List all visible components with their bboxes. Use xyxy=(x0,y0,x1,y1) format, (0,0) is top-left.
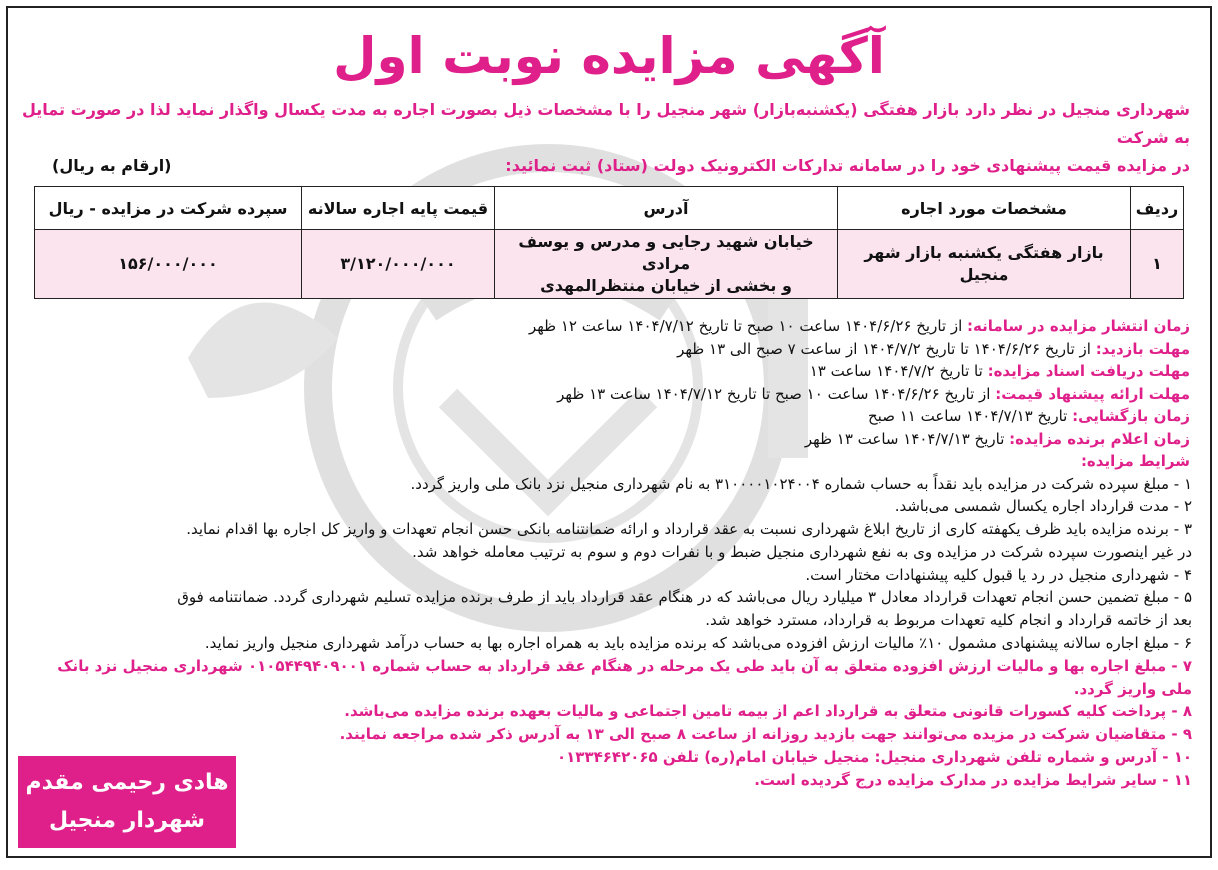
condition-7-continued: ملی واریز گردد. xyxy=(1073,679,1192,698)
info-row-opening: زمان بازگشایی: تاریخ ۱۴۰۴/۷/۱۳ ساعت ۱۱ صبح xyxy=(867,407,1190,425)
conditions-list xyxy=(8,473,1210,792)
condition-1: ۱ - مبلغ سپرده شرکت در مزایده باید نقداً به حساب شماره ۳۱۰۰۰۰۱۰۲۴۰۰۴ به نام شهرداری منجیل نزد بانک ملی واریز گردد. xyxy=(410,474,1192,493)
row-item: بازار هفتگی یکشنبه بازار شهر منجیل xyxy=(838,230,1131,299)
info-row-conditions-heading: شرایط مزایده: xyxy=(1080,452,1190,470)
condition-2: ۲ - مدت قرارداد اجاره یکسال شمسی می‌باشد. xyxy=(894,497,1192,516)
condition-5-continued: بعد از خاتمه قرارداد و انجام کلیه تعهدات مربوط به قرارداد، مسترد خواهد شد. xyxy=(705,611,1192,630)
notice-title: آگهی مزایده نوبت اول xyxy=(333,27,885,85)
condition-7: ۷ - مبلغ اجاره بها و مالیات ارزش افزوده متعلق به آن باید طی یک مرحله در هنگام عقد قرارداد به حساب شماره ۰۱۰۵۴۴۹۴۰۹۰۰۱ شهرداری منجیل نزد بانک xyxy=(57,656,1192,675)
intro-line-2: در مزایده قیمت پیشنهادی خود را در سامانه تدارکات الکترونیک دولت (ستاد) ثبت نمائید: xyxy=(505,156,1190,175)
lease-items-table xyxy=(34,186,1184,299)
header-item: مشخصات مورد اجاره xyxy=(838,187,1131,230)
mayor-signature-box xyxy=(18,756,236,848)
info-row-documents: مهلت دریافت اسناد مزایده: تا تاریخ ۱۴۰۴/۷/۲ ساعت ۱۳ xyxy=(809,362,1190,380)
row-deposit: ۱۵۶/۰۰۰/۰۰۰ xyxy=(35,230,302,299)
mayor-role: شهردار منجیل xyxy=(48,808,206,833)
info-row-visit: مهلت بازدید: از تاریخ ۱۴۰۴/۶/۲۶ تا تاریخ ۱۴۰۴/۷/۲ از ساعت ۷ صبح الی ۱۳ ظهر xyxy=(677,339,1190,358)
condition-3-continued: در غیر اینصورت سپرده شرکت در مزایده وی به نفع شهرداری منجیل ضبط و با نفرات دوم و سوم به ترتیب معامله خواهد شد. xyxy=(412,542,1192,561)
condition-5: ۵ - مبلغ تضمین حسن انجام تعهدات قرارداد معادل ۳ میلیارد ریال می‌باشد که در هنگام عقد قرارداد باید از طرف برنده مزایده تسلیم شهرداری گردد. ضمانتنامه فوق xyxy=(177,588,1192,607)
row-address-line-2: و بخشی از خیابان منتظرالمهدی xyxy=(540,276,792,295)
row-index: ۱ xyxy=(1131,230,1184,299)
condition-9: ۹ - متقاضیان شرکت در مزیده می‌توانند جهت بازدید روزانه از ساعت ۸ صبح الی ۱۳ به آدرس ذکر شده مراجعه نمایند. xyxy=(339,725,1192,744)
condition-4: ۴ - شهرداری منجیل در رد یا قبول کلیه پیشنهادات مختار است. xyxy=(805,565,1192,584)
intro-line-1: شهرداری منجیل در نظر دارد بازار هفتگی (یکشنبه‌بازار) شهر منجیل را با مشخصات ذیل بصورت اجاره به مدت یکسال واگذار نماید لذا در صورت تمایل به شرکت xyxy=(22,100,1190,147)
notice-page xyxy=(6,6,1212,858)
info-row-publish: زمان انتشار مزایده در سامانه: از تاریخ ۱۴۰۴/۶/۲۶ ساعت ۱۰ صبح تا تاریخ ۱۴۰۴/۷/۱۲ ساعت ۱۲ ظهر xyxy=(528,317,1190,335)
header-deposit: سپرده شرکت در مزایده - ریال xyxy=(35,187,302,230)
header-base-price: قیمت پایه اجاره سالانه xyxy=(302,187,495,230)
condition-6: ۶ - مبلغ اجاره سالانه پیشنهادی مشمول ۱۰٪ مالیات ارزش افزوده می‌باشد که برنده مزایده باید به همراه اجاره بها به حساب درآمد شهرداری منجیل واریز نماید. xyxy=(204,634,1192,653)
condition-11: ۱۱ - سایر شرایط مزایده در مدارک مزایده درج گردیده است. xyxy=(754,770,1192,789)
table-header-row xyxy=(35,187,1184,230)
row-base-price: ۳/۱۲۰/۰۰۰/۰۰۰ xyxy=(302,230,495,299)
condition-10: ۱۰ - آدرس و شماره تلفن شهرداری منجیل: منجیل خیابان امام(ره) تلفن ۰۱۳۳۴۶۴۲۰۶۵ xyxy=(556,748,1192,767)
schedule-info xyxy=(8,299,1210,473)
header-address: آدرس xyxy=(495,187,838,230)
header-index: ردیف xyxy=(1131,187,1184,230)
row-address-line-1: خیابان شهید رجایی و مدرس و یوسف مرادی xyxy=(518,232,814,273)
table-row xyxy=(35,230,1184,299)
mayor-name: هادی رحیمی مقدم xyxy=(25,770,229,795)
currency-units-note: (ارقام به ریال) xyxy=(52,156,172,175)
condition-3: ۳ - برنده مزایده باید ظرف یکهفته کاری از تاریخ ابلاغ شهرداری نسبت به عقد قرارداد و ارائه ضمانتنامه بانکی حسن انجام تعهدات و واریز کل اجاره بها اقدام نماید. xyxy=(186,520,1192,539)
row-address xyxy=(495,230,838,299)
condition-8: ۸ - پرداخت کلیه کسورات قانونی متعلق به قرارداد اعم از بیمه تامین اجتماعی و مالیات بعهده برنده مزایده می‌باشد. xyxy=(344,702,1192,721)
intro-paragraph xyxy=(8,96,1210,180)
info-row-winner: زمان اعلام برنده مزایده: تاریخ ۱۴۰۴/۷/۱۳ ساعت ۱۳ ظهر xyxy=(804,429,1190,448)
info-row-bid-deadline: مهلت ارائه پیشنهاد قیمت: از تاریخ ۱۴۰۴/۶/۲۶ ساعت ۱۰ صبح تا تاریخ ۱۴۰۴/۷/۱۲ ساعت ۱۳ ظهر xyxy=(557,384,1190,403)
